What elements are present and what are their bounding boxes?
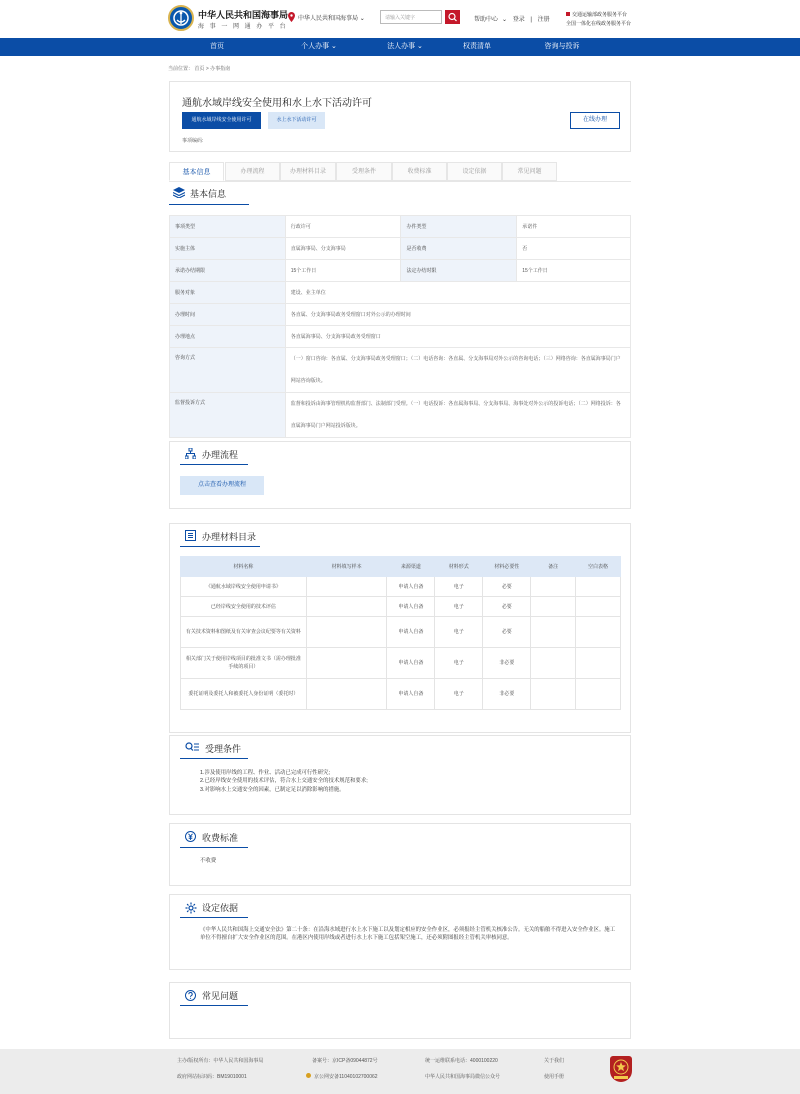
tabs-divider	[169, 181, 631, 182]
section-title-process: 办理流程	[202, 450, 239, 460]
nav-legal-person[interactable]: 法人办事 ⌄	[387, 43, 423, 50]
materials-table	[180, 556, 621, 710]
list-icon	[185, 530, 196, 541]
register-link[interactable]: 注册	[537, 17, 550, 23]
search-button[interactable]	[445, 10, 460, 24]
table-row: 委托证明及委托人和被委托人身份证明（委托时） 申请人自备 电子 非必要	[181, 679, 621, 710]
section-title-fees: 收费标准	[202, 833, 239, 843]
view-process-button[interactable]: 点击查看办理流程	[180, 476, 264, 495]
help-center-link[interactable]: 帮助中心 ⌄	[474, 17, 508, 23]
chevron-down-icon: ⌄	[331, 43, 337, 50]
section-underline	[180, 546, 260, 547]
party-gov-badge-icon[interactable]	[610, 1056, 632, 1082]
table-row: 咨询方式 （一）窗口咨询：各直属、分支海事局政务受理窗口；（二）电话咨询：各直属、分支海事局对外公示的咨询电话；（三）网络咨询：各直属海事局门户网站咨询版块。	[170, 348, 631, 393]
table-header-row: 材料名称 材料填写样本 来源渠道 材料形式 材料必要性 备注 空白表格	[181, 557, 621, 577]
chevron-down-icon: ⌄	[359, 16, 365, 22]
material-name-link[interactable]: 委托证明及委托人和被委托人身份证明（委托时）	[181, 679, 307, 710]
header-links	[474, 14, 554, 23]
section-title-basic: 基本信息	[190, 189, 227, 199]
nav-home[interactable]: 首页	[210, 43, 224, 50]
yuan-coin-icon	[185, 831, 196, 842]
faq-card	[169, 982, 631, 1039]
fees-text: 不收费	[200, 858, 217, 864]
section-title-basis: 设定依据	[202, 903, 239, 913]
footer-gov-code: 政府网站标识码：BM19010001	[177, 1074, 247, 1080]
search-input[interactable]: 请输入关键字	[380, 10, 442, 24]
tab-basis[interactable]: 设定依据	[447, 162, 502, 181]
breadcrumb-current: 办事指南	[210, 66, 231, 72]
transport-platform-link[interactable]: 交通运输部政务服务平台	[566, 11, 627, 18]
footer-wechat: 中华人民共和国海事局微信公众号	[425, 1074, 501, 1080]
basic-info-table	[169, 215, 631, 438]
section-underline	[180, 847, 248, 848]
material-name-link[interactable]: 《通航水域岸线安全使用申请书》	[181, 577, 307, 597]
question-icon	[185, 990, 196, 1001]
item-code-label: 事项编码:	[182, 138, 204, 144]
breadcrumb: 当前位置： 首页 > 办事指南	[168, 66, 231, 72]
material-name-link[interactable]: 有关技术资料和图纸及有关审查会议纪要等有关资料	[181, 617, 307, 648]
chevron-down-icon: ⌄	[417, 43, 423, 50]
table-row: 相关部门关于使用岸线项目的批准文书（需办理批准手续的项目） 申请人自备 电子 非必要	[181, 648, 621, 679]
table-row: 承诺办结期限 15个工作日 法定办结时限 15个工作日	[170, 260, 631, 282]
section-underline	[180, 464, 248, 465]
table-row: 有关技术资料和图纸及有关审查会议纪要等有关资料 申请人自备 电子 必要	[181, 617, 621, 648]
online-apply-button[interactable]: 在线办理	[570, 112, 620, 129]
process-card	[169, 441, 631, 509]
footer-icp[interactable]: 备案号：京ICP备09044872号	[312, 1058, 378, 1064]
star-emblem-icon	[610, 1056, 632, 1082]
material-name-link[interactable]: 已经岸线安全使用的技术评估	[181, 597, 307, 617]
layers-icon	[173, 187, 185, 198]
footer-sponsor: 主办/版权所有：中华人民共和国海事局	[177, 1058, 264, 1064]
search-list-icon	[185, 742, 199, 752]
tab-basic-info[interactable]: 基本信息	[169, 162, 224, 181]
table-row: 已经岸线安全使用的技术评估 申请人自备 电子 必要	[181, 597, 621, 617]
about-link[interactable]: 关于我们	[544, 1058, 565, 1064]
breadcrumb-home[interactable]: 首页	[194, 66, 205, 72]
conditions-text: 1.涉及使用岸线的工程、作业、活动已完成可行性研究; 2.已经岸线安全使用的技术评估，符合水上交通安全的技术规范和要求; 3.对影响水上交通安全的因素，已制定足以消除影响的措施。	[200, 770, 368, 793]
tab-faq[interactable]: 常见问题	[502, 162, 557, 181]
table-row: 《通航水域岸线安全使用申请书》 申请人自备 电子 必要	[181, 577, 621, 597]
login-link[interactable]: 登录	[512, 17, 525, 23]
nav-personal[interactable]: 个人办事 ⌄	[301, 43, 337, 50]
site-title: 中华人民共和国海事局	[198, 10, 289, 20]
section-underline	[169, 204, 249, 205]
section-title-materials: 办理材料目录	[202, 532, 257, 542]
search-icon	[445, 10, 460, 24]
police-badge-icon	[306, 1073, 311, 1078]
page-title: 通航水域岸线安全使用和水上水下活动许可	[182, 98, 372, 109]
table-row: 服务对象 建设、业主单位	[170, 282, 631, 304]
sub-item-button[interactable]: 水上水下活动许可	[268, 112, 325, 129]
gear-icon	[185, 902, 197, 914]
tab-conditions[interactable]: 受理条件	[336, 162, 392, 181]
location-selector[interactable]	[298, 13, 365, 22]
main-nav	[0, 38, 800, 56]
nav-responsibility-list[interactable]: 权责清单	[463, 43, 491, 50]
section-underline	[180, 758, 248, 759]
table-row: 办理地点 各直属海事局、分支海事局政务受理窗口	[170, 326, 631, 348]
section-underline	[180, 917, 248, 918]
divider: |	[530, 17, 532, 23]
table-row: 事项类型 行政许可 办件类型 承诺件	[170, 216, 631, 238]
red-square-icon	[566, 12, 570, 16]
national-platform-link[interactable]: 全国一体化在线政务服务平台	[566, 21, 632, 27]
tab-process[interactable]: 办理流程	[225, 162, 280, 181]
section-title-conditions: 受理条件	[205, 744, 242, 754]
fees-card	[169, 823, 631, 886]
table-row: 办理时间 各直属、分支海事局政务受理窗口对外公示的办理时间	[170, 304, 631, 326]
footer-hotline: 统一运维联系电话：4000100220	[425, 1058, 498, 1064]
flowchart-icon	[185, 448, 196, 459]
basis-text: 《中华人民共和国海上交通安全法》第二十条：在沿海水域进行水上水下施工以及划定相应的安全作业区，必须报经主管机关核准公告。无关的船舶不得进入安全作业区。施工单位不得擅自扩大安全作业区的范围。在港区内使用岸线或者进行水上水下施工包括架空施工，还必须附图报经主管机关审核同意。	[200, 927, 616, 942]
tab-fees[interactable]: 收费标准	[392, 162, 447, 181]
table-row: 实施主体 直属海事局、分支海事局 是否收费 否	[170, 238, 631, 260]
section-title-faq: 常见问题	[202, 991, 239, 1001]
section-underline	[180, 1005, 248, 1006]
location-pin-icon	[288, 12, 295, 22]
material-name-link[interactable]: 相关部门关于使用岸线项目的批准文书（需办理批准手续的项目）	[181, 648, 307, 679]
footer-police[interactable]: 京公网安备11040102700062	[306, 1073, 378, 1080]
location-label: 中华人民共和国海事局	[298, 16, 359, 22]
manual-link[interactable]: 使用手册	[544, 1074, 565, 1080]
footer	[0, 1049, 800, 1094]
sub-item-button-active[interactable]: 通航水域岸线安全使用许可	[182, 112, 261, 129]
tab-materials[interactable]: 办理材料目录	[280, 162, 336, 181]
nav-consult-complaint[interactable]: 咨询与投诉	[544, 43, 580, 50]
site-subtitle: 海 事 一 网 通 办 平 台	[198, 24, 288, 30]
msa-logo-emblem	[168, 5, 194, 31]
table-row: 监督投诉方式 监督和投诉由海事管理机构监督部门、法制部门受理。（一）电话投诉：各直属海事局、分支海事局、海事处对外公示的投诉电话；（二）网络投诉：各直属海事局门户网站投诉版块。	[170, 393, 631, 438]
